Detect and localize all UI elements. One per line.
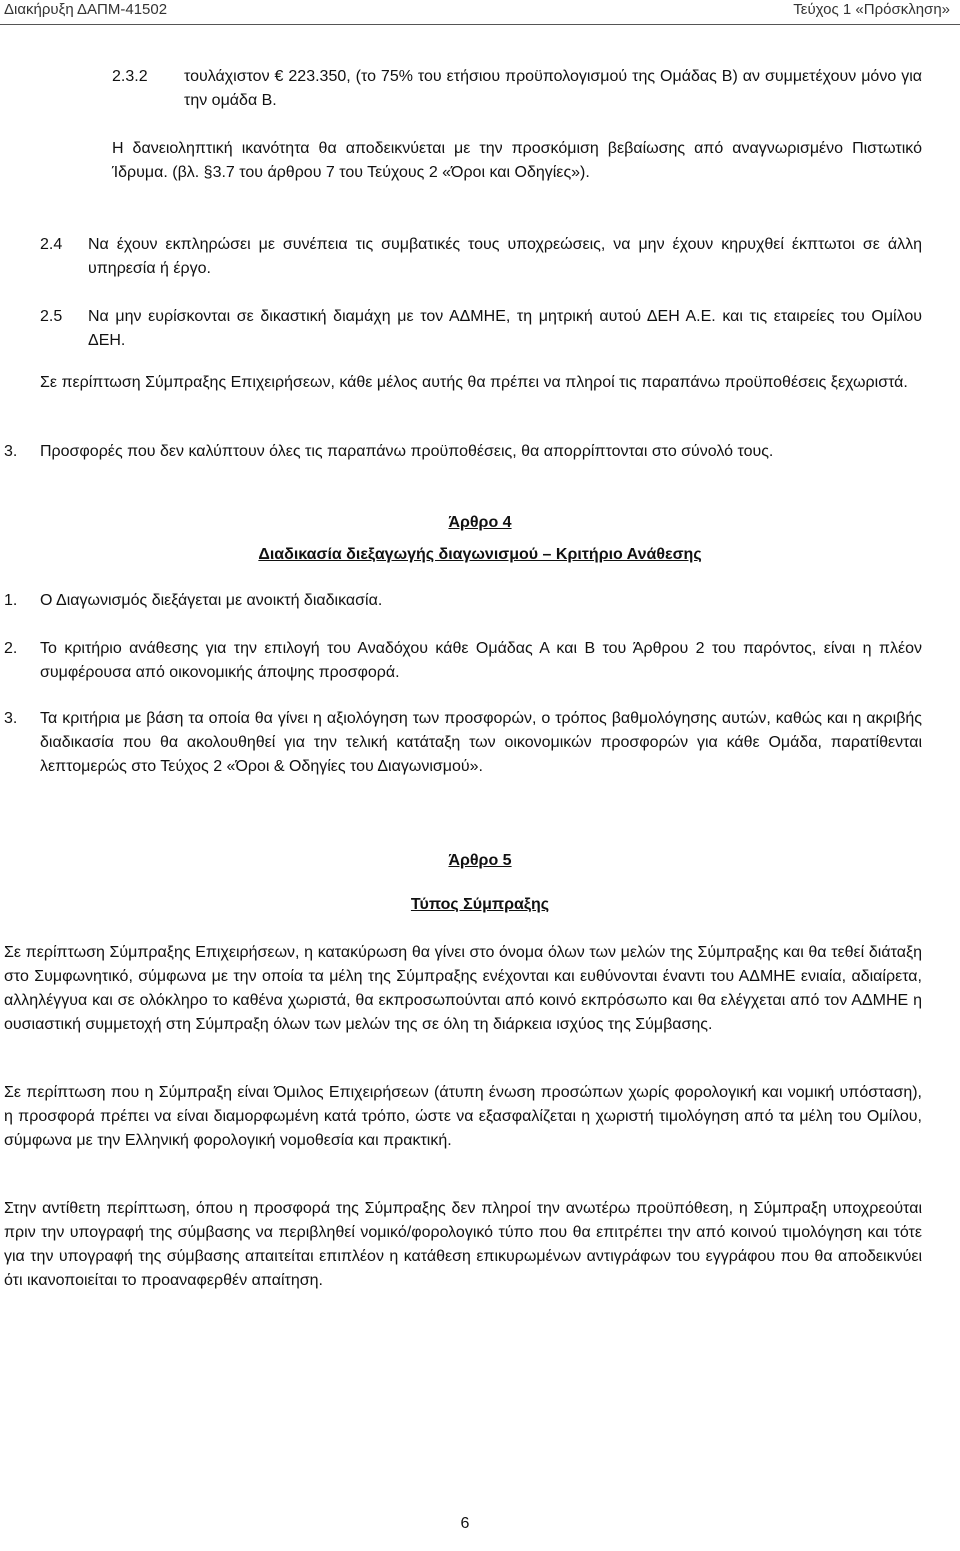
item-number: 3. [4,710,18,727]
borrowing-capacity-paragraph: Η δανειοληπτική ικανότητα θα αποδεικνύεται με την προσκόμιση βεβαίωσης από αναγνωρισμένο Πιστωτικό Ίδρυμα. (βλ. §3.7 του άρθρου 7 του Τεύχους 2 «Όροι και Οδηγίες»). [112,140,922,181]
article-5-paragraph-3: Στην αντίθετη περίπτωση, όπου η προσφορά της Σύμπραξης δεν πληροί την ανωτέρω προϋπόθεση, η Σύμπραξη υποχρεούται πριν την υπογραφή της σύμβασης να περιβληθεί νομικό/φορολογικό τύπο που θα επιτρέπει την από κοινού τιμολόγηση και τότε για την υπογραφή της σύμβασης απαιτείται επιπλέον η κατάθεση επικυρωμένων αντιγράφων του εγγράφου που θα αποδεικνύει ότι ικανοποιείται το προαναφερθέν απαίτηση. [4,1200,922,1289]
item-number: 2.4 [40,236,63,253]
item-text: Να μην ευρίσκονται σε δικαστική διαμάχη με τον ΑΔΜΗΕ, τη μητρική αυτού ΔΕΗ Α.Ε. και τις εταιρείες του Ομίλου ΔΕΗ. [88,308,922,349]
article-5-title: Άρθρο 5 [448,852,512,869]
article-4-subtitle-text: Διαδικασία διεξαγωγής διαγωνισμού – Κριτήριο Ανάθεσης [258,546,702,563]
item-text: Να έχουν εκπληρώσει με συνέπεια τις συμβατικές τους υποχρεώσεις, να μην έχουν κηρυχθεί έκπτωτοι σε άλλη υπηρεσία ή έργο. [88,236,922,277]
item-text: τουλάχιστον € 223.350, (το 75% του ετήσιου προϋπολογισμού της Ομάδας Β) αν συμμετέχουν μόνο για την ομάδα Β. [184,68,922,109]
item-number: 2. [4,640,18,657]
page-number: 6 [460,1515,470,1532]
article-4-subtitle [0,543,960,567]
article-5-paragraph-1: Σε περίπτωση Σύμπραξης Επιχειρήσεων, η κατακύρωση θα γίνει στο όνομα όλων των μελών της Σύμπραξης και θα τεθεί διάταξη στο Συμφωνητικό, σύμφωνα με την οποία τα μέλη της Σύμπραξης ενέχονται και ευθύνονται έναντι του ΑΔΜΗΕ ενιαία, αδιαίρετα, αλληλέγγυα και σε ολόκληρο το καθένα χωριστά, θα εκπροσωπούνται από κοινό εκπρόσωπο και θα ελέγχεται από τον ΑΔΜΗΕ η ουσιαστική συμμετοχή στη Σύμπραξη όλων των μελών της σε όλη τη διάρκεια ισχύος της Σύμβασης. [4,944,922,1033]
item-text: Το κριτήριο ανάθεσης για την επιλογή του Αναδόχου κάθε Ομάδας Α και Β του Άρθρου 2 του παρόντος, είναι η πλέον συμφέρουσα από οικονομικής άποψης προσφορά. [40,640,922,681]
article-5-subtitle: Τύπος Σύμπραξης [410,896,550,913]
consortium-requirement-paragraph: Σε περίπτωση Σύμπραξης Επιχειρήσεων, κάθε μέλος αυτής θα πρέπει να πληροί τις παραπάνω προϋποθέσεις ξεχωριστά. [40,374,908,391]
item-number: 2.3.2 [112,68,148,85]
page-header [0,0,960,25]
item-number: 2.5 [40,308,63,325]
item-number: 3. [4,443,18,460]
item-text: Ο Διαγωνισμός διεξάγεται με ανοικτή διαδικασία. [40,592,383,609]
item-number: 1. [4,592,18,609]
article-4-title: Άρθρο 4 [448,514,512,531]
item-text: Προσφορές που δεν καλύπτουν όλες τις παραπάνω προϋποθέσεις, θα απορρίπτονται στο σύνολό τους. [40,443,774,460]
header-document-id: Διακήρυξη ΔΑΠΜ-41502 [4,1,168,18]
item-text: Τα κριτήρια με βάση τα οποία θα γίνει η αξιολόγηση των προσφορών, ο τρόπος βαθμολόγησης αυτών, καθώς και η ακριβής διαδικασία που θα ακολουθηθεί για την τελική κατάταξη των οικονομικών προσφορών για κάθε Ομάδα, παρατίθενται λεπτομερώς στο Τεύχος 2 «Όροι & Οδηγίες του Διαγωνισμού». [40,710,922,775]
article-5-paragraph-2: Σε περίπτωση που η Σύμπραξη είναι Όμιλος Επιχειρήσεων (άτυπη ένωση προσώπων χωρίς φορολογική και νομική υπόσταση), η προσφορά πρέπει να είναι διαμορφωμένη κατά τρόπο, ώστε να εξασφαλίζεται η χωριστή τιμολόγηση από τα μέλη του Ομίλου, σύμφωνα με την Ελληνική φορολογική νομοθεσία και πρακτική. [4,1084,922,1149]
header-volume-title: Τεύχος 1 «Πρόσκληση» [793,1,950,18]
